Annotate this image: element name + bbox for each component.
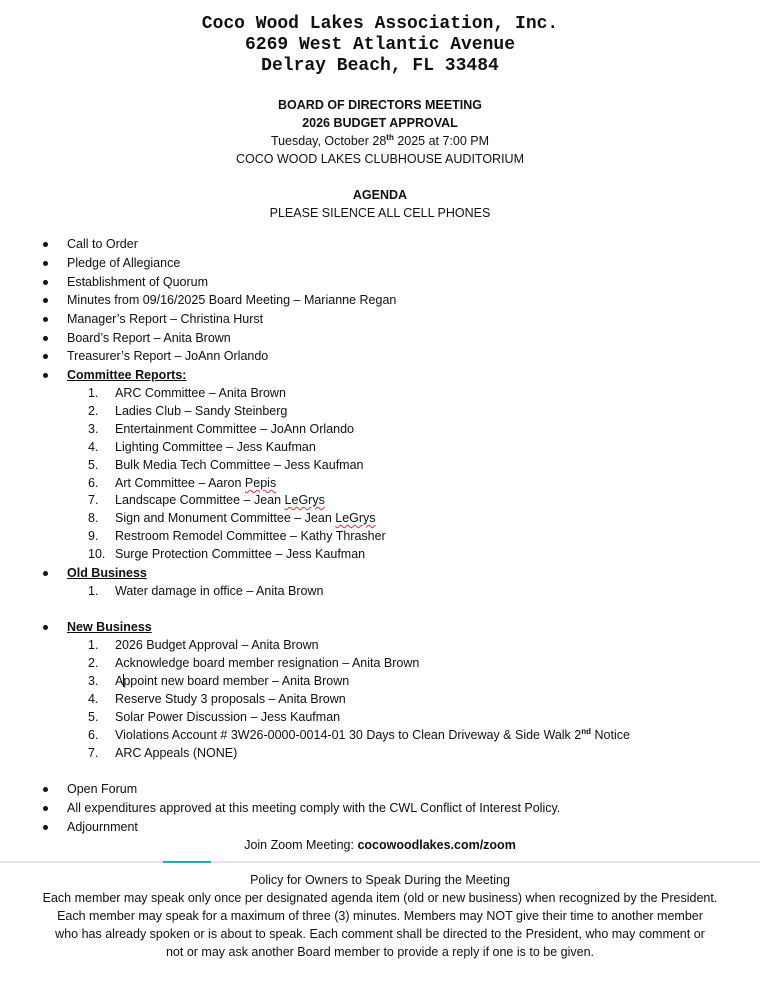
closing-item-text: Adjournment: [67, 820, 138, 834]
committee-text: [115, 491, 325, 509]
section-heading: Committee Reports:: [67, 368, 187, 382]
agenda-item-text: Pledge of Allegiance: [67, 256, 181, 270]
bullet-icon: [42, 310, 50, 328]
committee-text: Surge Protection Committee – Jess Kaufman: [115, 547, 366, 561]
bullet-icon: [42, 799, 50, 817]
agenda-item-text: Manager’s Report – Christina Hurst: [67, 312, 264, 326]
item-number: 3.: [88, 674, 99, 688]
committee-text: Entertainment Committee – JoAnn Orlando: [115, 422, 355, 436]
committee-text-main: Sign and Monument Committee – Jean: [115, 511, 336, 525]
meeting-date-rest: 2025 at 7:00 PM: [393, 134, 490, 148]
org-address: 6269 West Atlantic Avenue: [244, 35, 516, 55]
old-business-text: Water damage in office – Anita Brown: [115, 584, 324, 598]
page-divider: [0, 861, 760, 863]
divider-accent: [163, 861, 211, 863]
item-number: 5.: [88, 710, 99, 724]
closing-item-text: Open Forum: [67, 782, 138, 796]
section-heading: New Business: [67, 620, 152, 634]
committee-text: Lighting Committee – Jess Kaufman: [115, 440, 316, 454]
new-business-text: [115, 726, 630, 744]
bullet-icon: [42, 291, 50, 309]
bullet-icon: [42, 347, 50, 365]
policy-line: who has already spoken or is about to speak. Each comment shall be directed to the President, who may comment or: [55, 927, 705, 941]
bullet-icon: [42, 818, 50, 836]
bullet-icon: [42, 235, 50, 253]
policy-title: Policy for Owners to Speak During the Meeting: [250, 873, 510, 887]
bullet-icon: [42, 564, 50, 582]
item-number: 5.: [88, 458, 99, 472]
committee-text-main: Landscape Committee – Jean: [115, 493, 285, 507]
policy-line: Each member may speak for a maximum of three (3) minutes. Members may NOT give their time to another member: [57, 909, 703, 923]
agenda-heading: AGENDA: [352, 188, 408, 202]
meeting-date: [0, 132, 760, 150]
committee-text: Bulk Media Tech Committee – Jess Kaufman: [115, 458, 364, 472]
new-business-text: 2026 Budget Approval – Anita Brown: [115, 638, 319, 652]
committee-text: [115, 509, 376, 527]
bullet-icon: [42, 273, 50, 291]
item-number: 10.: [88, 547, 106, 561]
zoom-link[interactable]: cocowoodlakes.com/zoom: [357, 838, 516, 852]
new-business-text[interactable]: [115, 672, 349, 690]
bullet-icon: [42, 366, 50, 384]
committee-text: [115, 474, 276, 492]
new-business-text: Solar Power Discussion – Jess Kaufman: [115, 710, 341, 724]
new-business-text: ARC Appeals (NONE): [115, 746, 238, 760]
zoom-meeting: [0, 836, 760, 854]
new-business-text: Acknowledge board member resignation – Anita Brown: [115, 656, 420, 670]
agenda-item-text: Minutes from 09/16/2025 Board Meeting – Marianne Regan: [67, 293, 397, 307]
item-number: 7.: [88, 493, 99, 507]
spellcheck-word[interactable]: LeGrys: [284, 493, 325, 507]
item-number: 2.: [88, 656, 99, 670]
item-number: 1.: [88, 638, 99, 652]
item-number: 9.: [88, 529, 99, 543]
item-number: 8.: [88, 511, 99, 525]
text-after-cursor: ppoint new board member – Anita Brown: [123, 674, 350, 688]
violation-text: Violations Account # 3W26-0000-0014-01 30 Days to Clean Driveway & Side Walk 2: [115, 728, 582, 742]
bullet-icon: [42, 254, 50, 272]
item-number: 1.: [88, 584, 99, 598]
agenda-item-text: Establishment of Quorum: [67, 275, 209, 289]
agenda-item-text: Treasurer’s Report – JoAnn Orlando: [67, 349, 269, 363]
new-business-text: Reserve Study 3 proposals – Anita Brown: [115, 692, 346, 706]
committee-text: ARC Committee – Anita Brown: [115, 386, 286, 400]
committee-text-main: Art Committee – Aaron: [115, 476, 245, 490]
spellcheck-word[interactable]: Pepis: [244, 476, 277, 490]
item-number: 6.: [88, 728, 99, 742]
org-name: Coco Wood Lakes Association, Inc.: [201, 14, 559, 34]
zoom-label: Join Zoom Meeting:: [244, 838, 358, 852]
org-city: Delray Beach, FL 33484: [261, 56, 499, 76]
meeting-subtitle: 2026 BUDGET APPROVAL: [302, 116, 458, 130]
item-number: 1.: [88, 386, 99, 400]
meeting-title: BOARD OF DIRECTORS MEETING: [278, 98, 482, 112]
agenda-item-text: Board’s Report – Anita Brown: [67, 331, 231, 345]
item-number: 7.: [88, 746, 99, 760]
agenda-item-text: Call to Order: [67, 237, 138, 251]
bullet-icon: [42, 329, 50, 347]
meeting-date-text: Tuesday, October 28: [270, 134, 387, 148]
spellcheck-word[interactable]: LeGrys: [335, 511, 376, 525]
ordinal-suffix: nd: [581, 727, 592, 736]
date-ordinal: th: [386, 133, 394, 142]
policy-line: not or may ask another Board member to provide a reply if one is to be given.: [165, 945, 594, 959]
item-number: 3.: [88, 422, 99, 436]
meeting-location: COCO WOOD LAKES CLUBHOUSE AUDITORIUM: [235, 152, 524, 166]
violation-text-after: Notice: [591, 728, 630, 742]
bullet-icon: [42, 618, 50, 636]
item-number: 6.: [88, 476, 99, 490]
item-number: 2.: [88, 404, 99, 418]
committee-text: Restroom Remodel Committee – Kathy Thrasher: [115, 529, 386, 543]
committee-text: Ladies Club – Sandy Steinberg: [115, 404, 288, 418]
silence-notice: PLEASE SILENCE ALL CELL PHONES: [269, 206, 491, 220]
policy-line: Each member may speak only once per designated agenda item (old or new business) when recognized by the President.: [42, 891, 718, 905]
item-number: 4.: [88, 440, 99, 454]
text-before-cursor: A: [115, 674, 124, 688]
closing-item-text: All expenditures approved at this meeting comply with the CWL Conflict of Interest Policy.: [67, 801, 561, 815]
bullet-icon: [42, 780, 50, 798]
item-number: 4.: [88, 692, 99, 706]
section-heading: Old Business: [67, 566, 147, 580]
